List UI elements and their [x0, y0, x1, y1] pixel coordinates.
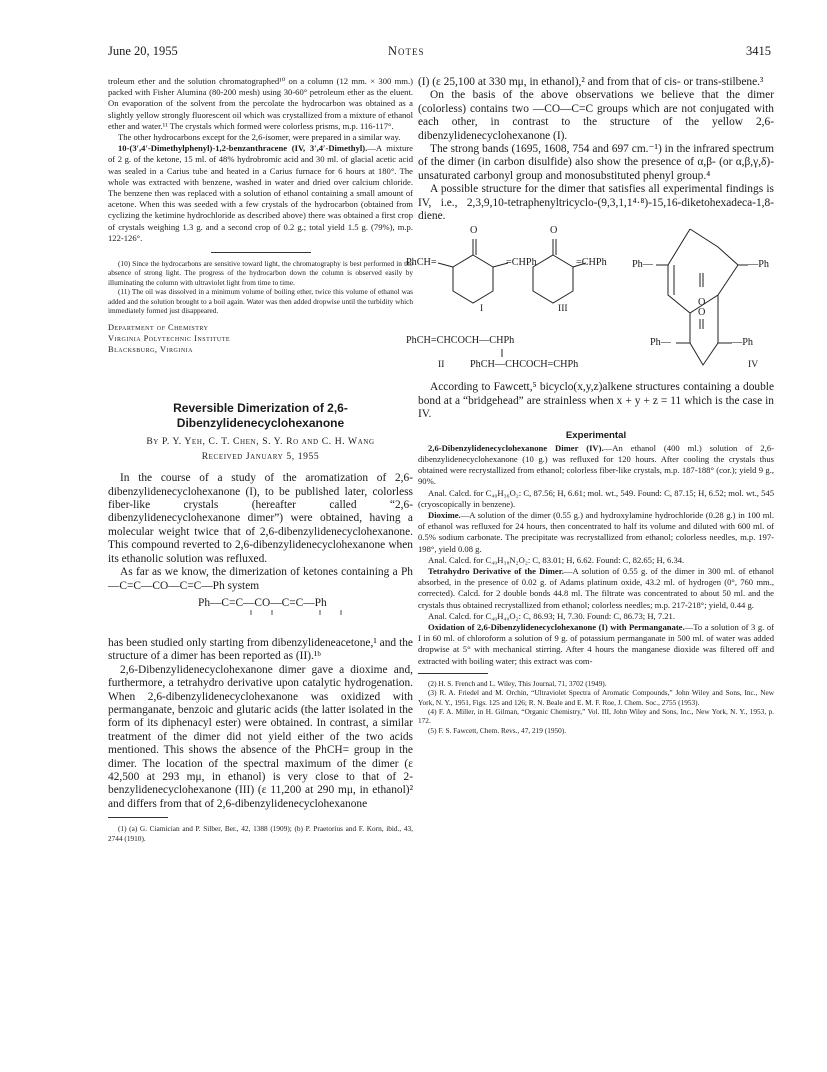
article-authors: By P. Y. Yeh, C. T. Chen, S. Y. Ro and C. H. Wang: [146, 436, 375, 448]
exp-dioxime: [418, 510, 774, 555]
affiliation-city: Blacksburg, Virginia: [108, 344, 194, 354]
paragraph-structure: A possible structure for the dimer that satisfies all experimental findings is IV, i.e., 2,3,9,10-tetraphenyltricyclo-(9,3,1,1⁴·⁸)-15,16-diketohexadeca-1,8-diene.: [418, 183, 774, 223]
exp-dioxime-text: —A solution of the dimer (0.55 g.) and hydroxylamine hydrochloride (0.28 g.) in 100 ml. of ethanol was refluxed for 24 hours, then concentrated to half its volume and diluted with 600 ml. of 0.5% sodium carbonate. The precipitate was recrystallized from ethanol; colorless needles, m.p. 197-198°, yield 0.08 g.: [418, 509, 774, 554]
footnote-5: (5) F. S. Fawcett, Chem. Revs., 47, 219 (1950).: [428, 725, 567, 735]
exp-oxidation-text: —To a solution of 3 g. of I in 60 ml. of chloroform a solution of 9 g. of potassium permanganate in 500 ml. of water was added dropwise at 5° with mechanical stirring. After 4 hours the manganese dioxide was filtered off and extracted with boiling water; this extract was com-: [418, 621, 774, 666]
footnote-1: (1) (a) G. Ciamician and P. Silber, Ber., 42, 1388 (1909); (b) P. Praetorius and F. Korn, ibid., 43, 2744 (1910).: [108, 824, 413, 843]
structure-drawing: [418, 225, 774, 375]
struct-I-oxygen: O: [470, 225, 478, 237]
struct-IV-ph-a: Ph—: [632, 259, 653, 271]
footnote-divider-left: [108, 817, 168, 818]
struct-IV-ph-c: Ph—: [650, 337, 671, 349]
exp-dioxime-heading: Dioxime.: [428, 509, 461, 520]
exp-oxidation: [418, 622, 774, 667]
exp-tetrahydro-text: —A solution of 0.55 g. of the dimer in 300 ml. of ethanol absorbed, in the presence of 0.02 g. of Adams platinum oxide, 43.2 ml. of hydrogen (0°, 760 mm., corrected). Calcd. for 2 double bonds 44.8 ml. The filtrate was concentrated to about 50 ml. and the crystals thus obtained recrystallized from ethanol; colorless needles; m.p. 217-218°; yield, 0.44 g.: [418, 565, 774, 610]
struct-IV-ph-b: —Ph: [748, 259, 769, 271]
formula-text: Ph—C=C—CO—C=C—Ph: [198, 596, 327, 609]
paragraph-other-hydrocarbons: The other hydrocarbons except for the 2,6-isomer, were prepared in a similar way.: [118, 132, 401, 143]
footnote-divider: [211, 252, 311, 253]
exp-dimer: [418, 443, 774, 488]
struct-IV-ph-d: —Ph: [732, 337, 753, 349]
struct-I-phch: PhCH=: [406, 257, 437, 269]
paragraph-chromatography: troleum ether and the solution chromatographed¹⁰ on a column (12 mm. × 300 mm.) packed with Fisher Alumina (80-200 mesh) using 30-60° petroleum ether as the eluent. On evaporation of the solvent from the percolate the hydrocarbon was obtained as a slightly yellow strongly fluorescent oil which was crystallized from a mixture of ethanol ether and water.¹¹ The crystals which formed were colorless prisms, m.p. 116-117°.: [108, 76, 413, 131]
running-header-journal: Notes: [388, 44, 425, 58]
paragraph-observations: On the basis of the above observations we believe that the dimer (colorless) contains two —CO—C=C groups which are not conjugated with each other, in contrast to the structure of the yellow 2,6-dibenzylidenecyclohexanone (I).: [418, 89, 774, 142]
struct-label-I: I: [480, 303, 484, 315]
struct-I-chph: =CHPh: [506, 257, 537, 269]
paragraph-dimer-properties: 2,6-Dibenzylidenecyclohexanone dimer gave a dioxime and, furthermore, a tetrahydro derivative upon catalytic hydrogenation. When 2,6-dibenzylidenecyclohexanone was oxidized with permanganate, benzoic and glutaric acids (the latter isolated in the form of its diphenacyl ester) were obtained. In contrast, a similar treatment of the dimer did not yield either of the two acids mentioned. This shows the absence of the PhCH= group in the dimer. The location of the spectral maximum of the dimer (ε 42,500 at 293 mμ, in ethanol) is very close to that of 2-benzylidenecyclohexanone (III) (ε 11,200 at 290 mμ, in ethanol)² and differs from that of 2,6-dibenzylidenecyclohexanone: [108, 663, 413, 810]
exp-tetrahydro-heading: Tetrahydro Derivative of the Dimer.: [428, 565, 564, 576]
affiliation-department: Department of Chemistry: [108, 323, 209, 333]
exp-tetrahydro: [418, 566, 774, 611]
experimental-heading: Experimental: [565, 429, 627, 441]
exp-tetrahydro-analysis: Anal. Calcd. for C₄₀H₄₀O₂: C, 86.93; H, 7.30. Found: C, 86.73; H, 7.21.: [428, 610, 676, 621]
paragraph-dimerization: As far as we know, the dimerization of ketones containing a Ph—C=C—CO—C=C—Ph system: [108, 566, 413, 592]
struct-label-II: II: [438, 359, 445, 371]
struct-III-oxygen: O: [550, 225, 558, 237]
footnote-2: (2) H. S. French and L. Wiley, This Journal, 71, 3702 (1949).: [428, 678, 607, 688]
running-header-date: June 20, 1955: [108, 44, 178, 58]
struct-label-III: III: [558, 303, 568, 315]
compound-heading: 10-(3′,4′-Dimethylphenyl)-1,2-benzanthracene (IV, 3′,4′-Dimethyl).: [118, 143, 368, 154]
exp-oxidation-heading: Oxidation of 2,6-Dibenzylidenecyclohexanone (I) with Permanganate.: [428, 621, 685, 632]
exp-dimer-heading: 2,6-Dibenzylidenecyclohexanone Dimer (IV).: [428, 442, 604, 453]
compound-procedure: —A mixture of 2 g. of the ketone, 15 ml. of 48% hydrobromic acid and 30 ml. of glacial acetic acid was sealed in a Carius tube and heated in a Carius furnace for 6 hours at 180°. The whole was extracted with benzene, washed in water and dried over calcium chloride. The benzene then was replaced with a solution of ethanol containing a small amount of acetone. When this was seeded with a few crystals of the hydrocarbon (obtained from cyclizing the ketimine hydrochloride as described above) there was obtained a first crop of crystals weighing 1.3 g. and a second crop of 0.2 g.; total yield 1.5 g. (79%), m.p. 122-126°.: [108, 143, 413, 243]
struct-II-line1: PhCH=CHCOCH—CHPh: [406, 335, 515, 347]
exp-dioxime-analysis: Anal. Calcd. for C₄₀H₃₈N₂O₂: C, 83.01; H, 6.62. Found: C, 82.65; H, 6.34.: [428, 554, 685, 565]
paragraph-dibenzylideneacetone: has been studied only starting from dibenzylideneacetone,¹ and the structure of a dimer has been reported as (II).¹ᵇ: [108, 636, 413, 663]
paragraph-intro: In the course of a study of the aromatization of 2,6-dibenzylidenecyclohexanone (I), to be published later, colorless fiber-like crystals (hereafter called “2,6-dibenzylidenecyclohexanone dimer”) were obtained, having a molecular weight twice that of 2,6-dibenzylidenecyclohexanone. This compound reverted to 2,6-dibenzylidenecyclohexanone when its ethanolic solution was refluxed.: [108, 472, 413, 565]
footnote-10: (10) Since the hydrocarbons are sensitive toward light, the chromatography is best performed in the absence of strong light. The progress of the hydrocarbon down the column is observed easily by illuminating the column with ultraviolet light from time to time.: [108, 259, 413, 287]
footnote-11: (11) The oil was dissolved in a minimum volume of boiling ether, twice this volume of ethanol was added and the solution brought to a boil again. Water was then added dropwise until the turbidity which immediately formed just disappeared.: [108, 287, 413, 316]
affiliation-institute: Virginia Polytechnic Institute: [108, 334, 231, 344]
footnote-3: (3) R. A. Friedel and M. Orchin, “Ultraviolet Spectra of Aromatic Compounds,” John Wiley and Sons, Inc., New York, N. Y., 1951, Figs. 125 and 126; R. N. Beale and E. M. F. Roe, J. Chem. Soc., 2755 (1953).: [418, 688, 774, 707]
paragraph-infrared: The strong bands (1695, 1608, 754 and 697 cm.⁻¹) in the infrared spectrum of the dimer (in carbon disulfide) also show the presence of α,β- (or α,β,γ,δ)-unsaturated carbonyl group and monosubstituted phenyl group.⁴: [418, 143, 774, 182]
paragraph-dimethylphenyl: [108, 143, 413, 244]
ring-III: [533, 255, 573, 303]
right-column: [406, 76, 774, 735]
received-date: Received January 5, 1955: [201, 451, 320, 463]
structure-diagrams: [406, 225, 774, 375]
formula-system: [108, 595, 413, 635]
left-column: [108, 76, 413, 843]
struct-IV-oxygen-b: O: [698, 307, 706, 319]
struct-IV-oxygen-a: O: [698, 297, 706, 309]
footnote-4: (4) F. A. Miller, in H. Gilman, “Organic Chemistry,” Vol. III, John Wiley and Sons, Inc., New York, N. Y., 1953, p. 172.: [418, 706, 774, 726]
exp-dimer-analysis: Anal. Calcd. for C₄₀H₃₆O₂: C, 87.56; H, 6.61; mol. wt., 549. Found: C, 87.15; H, 6.52; mol. wt., 545 (cryoscopically in benzene).: [418, 487, 774, 509]
footnote-divider-right: [418, 673, 488, 674]
struct-III-chph: =CHPh: [576, 257, 607, 269]
paragraph-fawcett: According to Fawcett,⁵ bicyclo(x,y,z)alkene structures containing a double bond at a “bridgehead” are strainless when x + y + z = 11 which is the case in IV.: [418, 381, 774, 421]
ring-I: [453, 255, 493, 303]
paragraph-stilbene: (I) (ε 25,100 at 330 mμ, in ethanol),² and from that of cis- or trans-stilbene.³: [418, 76, 764, 88]
struct-II-line2: PhCH—CHCOCH=CHPh: [470, 359, 579, 371]
page-number: 3415: [746, 44, 771, 58]
exp-dimer-text: —An ethanol (400 ml.) solution of 2,6-dibenzylidenecyclohexanone (10 g.) was refluxed for 120 hours. After cooling the crystals thus obtained were recrystallized from ethanol; colorless fiber-like crystals, m.p. 187-188° (cor.); yield 9 g., 90%.: [418, 442, 774, 487]
article-title: Reversible Dimerization of 2,6-Dibenzylidenecyclohexanone: [173, 401, 348, 430]
struct-label-IV: IV: [748, 359, 759, 371]
